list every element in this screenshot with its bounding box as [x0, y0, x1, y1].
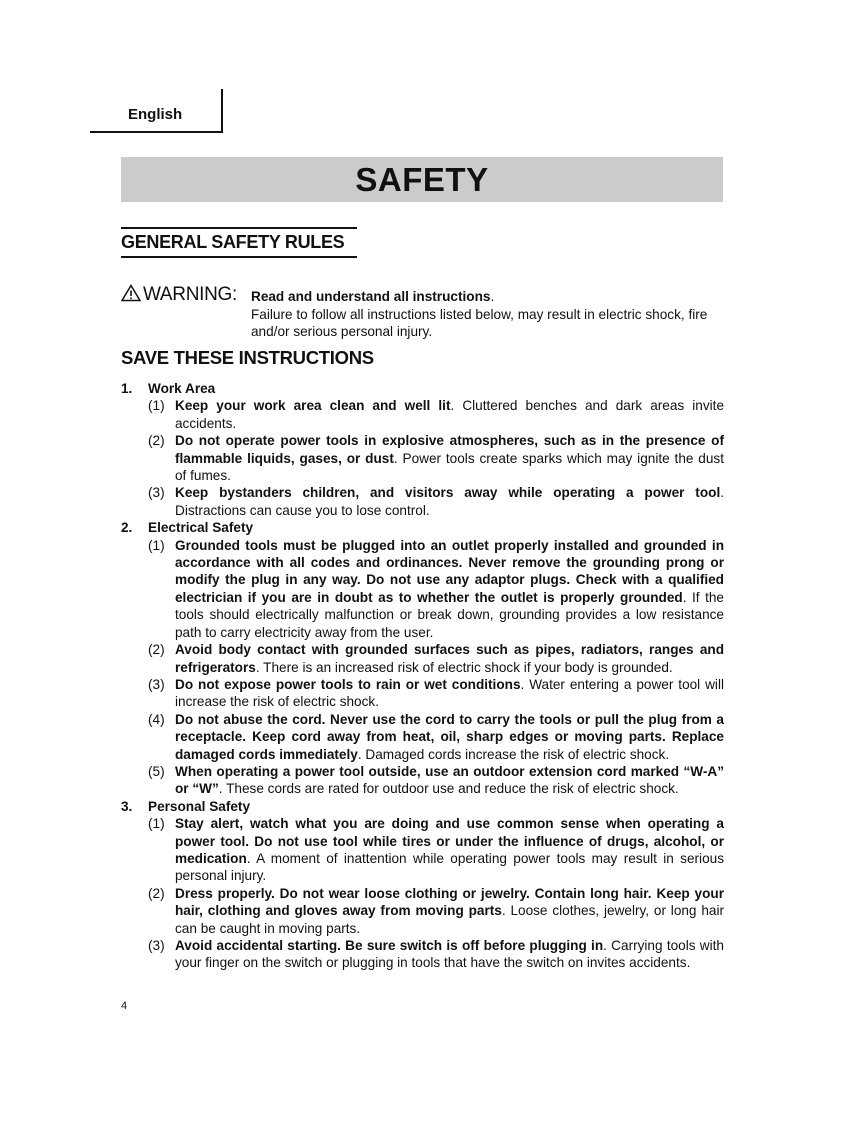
page-number: 4 — [121, 1000, 128, 1012]
rule-section-label: Personal Safety — [148, 798, 250, 814]
warning-label-group — [121, 284, 237, 306]
rule-item-bold: Avoid body contact with grounded surfaces such as pipes, radiators, ranges and refrigerators — [175, 642, 724, 675]
save-instructions-heading: SAVE THESE INSTRUCTIONS — [121, 347, 374, 368]
warning-bold-end: . — [490, 289, 495, 304]
page-title: SAFETY — [355, 160, 489, 198]
rule-section-number: 3. — [121, 798, 133, 814]
rule-item-number: (1) — [148, 816, 165, 832]
rule-item — [121, 885, 724, 937]
rule-item-text: . Carrying tools with your finger on the switch or plugging in tools that have the switch on invites accidents. — [175, 938, 724, 971]
warning-text — [251, 288, 723, 341]
rule-item-text: . If the tools should electrically malfunction or break down, grounding provides a low resistance path to carry electricity away from the user. — [175, 589, 724, 640]
rule-item-text: . Power tools create sparks which may ignite the dust of fumes. — [175, 450, 724, 484]
rule-item-bold: Do not expose power tools to rain or wet conditions — [175, 676, 521, 692]
rule-section-label: Work Area — [148, 381, 216, 396]
language-tab — [90, 89, 223, 133]
rule-section-label: Electrical Safety — [148, 520, 254, 536]
rule-section-title — [121, 519, 724, 536]
rule-item — [121, 484, 724, 519]
section-heading: GENERAL SAFETY RULES — [121, 227, 357, 258]
rule-item-text: . Loose clothes, jewelry, or long hair can be caught in moving parts. — [175, 903, 724, 936]
rule-item-bold: Do not abuse the cord. Never use the cord to carry the tools or pull the plug from a receptacle. Keep cord away from heat, oil, sharp edges or moving parts. Replace damaged cords immediately — [175, 711, 724, 762]
rule-item-bold: Grounded tools must be plugged into an outlet properly installed and grounded in accordance with all codes and ordinances. Never remove the grounding prong or modify the plug in any way. Do not use any adaptor plugs. Check with a qualified electrician if you are in doubt as to whether the outlet is properly grounded — [175, 537, 724, 605]
rule-item-number: (3) — [148, 676, 165, 692]
rule-item — [121, 537, 724, 641]
rule-section-title — [121, 798, 724, 815]
rule-item — [121, 763, 724, 798]
rule-item — [121, 676, 724, 711]
rule-item-bold: Dress properly. Do not wear loose clothing or jewelry. Contain long hair. Keep your hair, clothing and gloves away from moving parts — [175, 885, 724, 919]
rule-item-text: . Water entering a power tool will increase the risk of electric shock. — [175, 676, 724, 710]
rule-section-number: 1. — [121, 381, 133, 396]
warning-bold: Read and understand all instructions — [251, 289, 491, 304]
rule-section-number: 2. — [121, 520, 133, 536]
warning-body: Failure to follow all instructions listed below, may result in electric shock, fire and/or serious personal injury. — [251, 306, 708, 339]
rule-item-bold: Avoid accidental starting. Be sure switch is off before plugging in — [175, 938, 604, 953]
warning-triangle-icon — [121, 284, 141, 302]
rule-item-text: . Distractions can cause you to lose control. — [175, 485, 724, 518]
rule-section-title — [121, 380, 724, 397]
rule-item-text: . There is an increased risk of electric shock if your body is grounded. — [255, 659, 673, 675]
rule-item-bold: Stay alert, watch what you are doing and use common sense when operating a power tool. Do not use tool while tires or under the influence of drugs, alcohol, or medication — [175, 816, 724, 866]
rule-section — [121, 519, 724, 798]
warning-label: WARNING: — [143, 284, 238, 305]
rule-item — [121, 815, 724, 885]
rule-item — [121, 397, 724, 432]
rule-item-number: (3) — [148, 938, 165, 953]
rules-list — [121, 380, 724, 972]
rule-item-number: (4) — [148, 711, 165, 727]
rule-item-bold: Keep your work area clean and well lit — [175, 398, 451, 414]
rule-item-text: . A moment of inattention while operating power tools may result in serious personal injury. — [175, 850, 724, 884]
rule-item — [121, 432, 724, 484]
rule-item-number: (1) — [148, 398, 165, 414]
rule-item-number: (1) — [148, 537, 165, 553]
rule-item-number: (5) — [148, 763, 165, 779]
language-label: English — [128, 106, 183, 123]
rule-section — [121, 380, 724, 519]
rule-section — [121, 798, 724, 972]
rule-item-number: (2) — [148, 885, 165, 901]
title-bar — [121, 157, 723, 202]
rule-item-text: . Cluttered benches and dark areas invite accidents. — [175, 398, 725, 431]
rule-item-bold: When operating a power tool outside, use an outdoor extension cord marked “W-A” or “W” — [175, 763, 724, 797]
rule-item — [121, 711, 724, 763]
rule-item-number: (2) — [148, 642, 165, 658]
rule-item-number: (3) — [148, 485, 165, 501]
rule-item-number: (2) — [148, 433, 165, 449]
rule-item — [121, 641, 724, 676]
rule-item-bold: Do not operate power tools in explosive atmospheres, such as in the presence of flammable liquids, gases, or dust — [175, 433, 724, 466]
rule-item-text: . These cords are rated for outdoor use and reduce the risk of electric shock. — [218, 781, 679, 797]
rule-item — [121, 937, 724, 972]
rule-item-text: . Damaged cords increase the risk of electric shock. — [357, 746, 670, 762]
rule-item-bold: Keep bystanders children, and visitors away while operating a power tool — [175, 485, 721, 501]
